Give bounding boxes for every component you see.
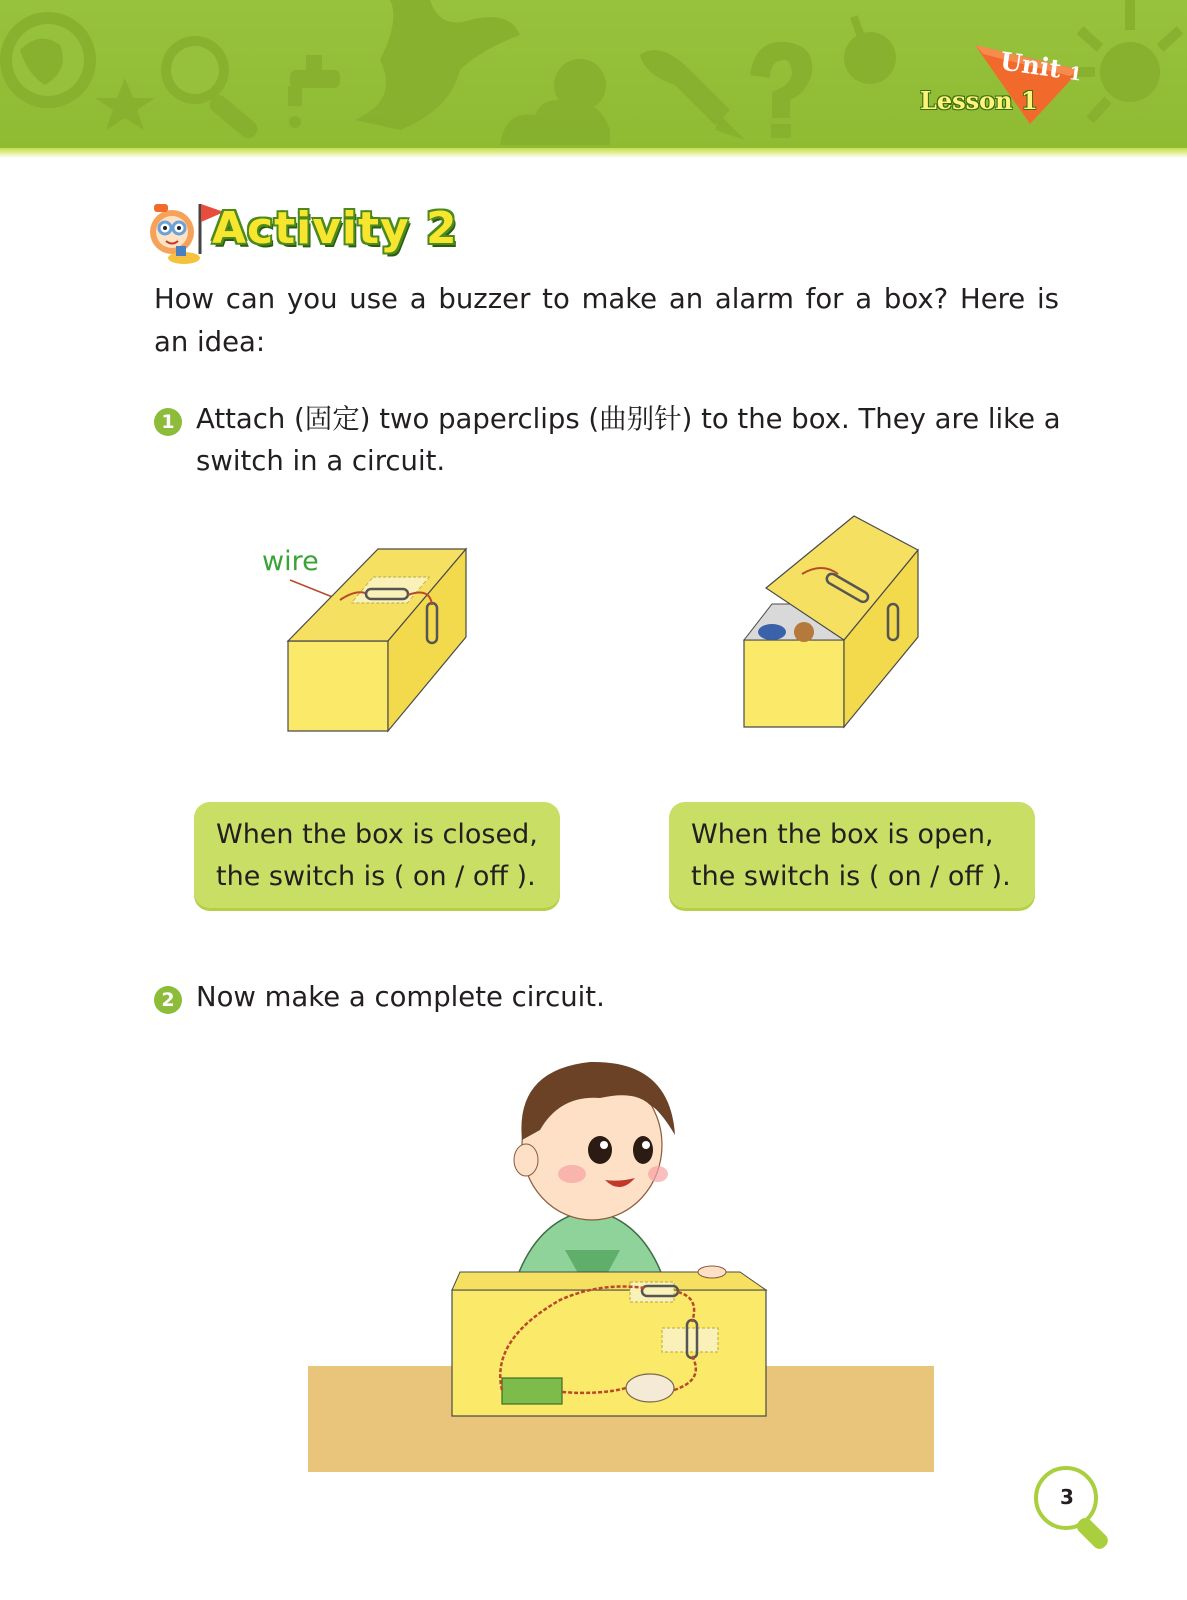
intro-text: How can you use a buzzer to make an alarm for a box? Here is an idea: (154, 283, 1059, 358)
open-box-illustration (742, 512, 942, 732)
lesson-label: Lesson 1 (920, 86, 1038, 115)
page-number: 3 (1060, 1485, 1074, 1509)
magnifier-icon (161, 36, 261, 142)
answer-box-open-line-1: When the box is open, (691, 819, 994, 850)
answer-box-closed-line-2: the switch is ( on / off ). (216, 861, 536, 892)
step-1-line-2: switch in a circuit. (196, 445, 446, 477)
bird-icon (355, 0, 520, 130)
step-number-2: 2 (154, 986, 182, 1014)
rocket-icon (640, 50, 745, 140)
boy-figure (510, 1062, 675, 1300)
weather-icon (500, 59, 610, 145)
closed-box-illustration (280, 545, 470, 735)
answer-box-open[interactable] (669, 802, 1035, 908)
answer-box-closed-line-1: When the box is closed, (216, 819, 538, 850)
unit-label: Unit 1 (998, 46, 1083, 86)
step-1-line-1: Attach (固定) two paperclips (曲别针) to the box. They are like a (196, 403, 1061, 435)
answer-box-closed[interactable] (194, 802, 560, 908)
question-mark-icon (750, 42, 812, 138)
tap-icon (288, 55, 340, 128)
step-2-line-1: Now make a complete circuit. (196, 981, 605, 1013)
alarm-box (452, 1272, 766, 1416)
boy-with-alarm-box-illustration (300, 1050, 940, 1480)
step-number-1: 1 (154, 408, 182, 436)
activity-title: Activity 2 (212, 203, 458, 254)
globe-icon (0, 12, 96, 108)
star-icon (95, 78, 155, 130)
header-underline (0, 148, 1187, 158)
wire-label: wire (262, 546, 319, 577)
answer-box-open-line-2: the switch is ( on / off ). (691, 861, 1011, 892)
bug-icon (844, 15, 896, 84)
